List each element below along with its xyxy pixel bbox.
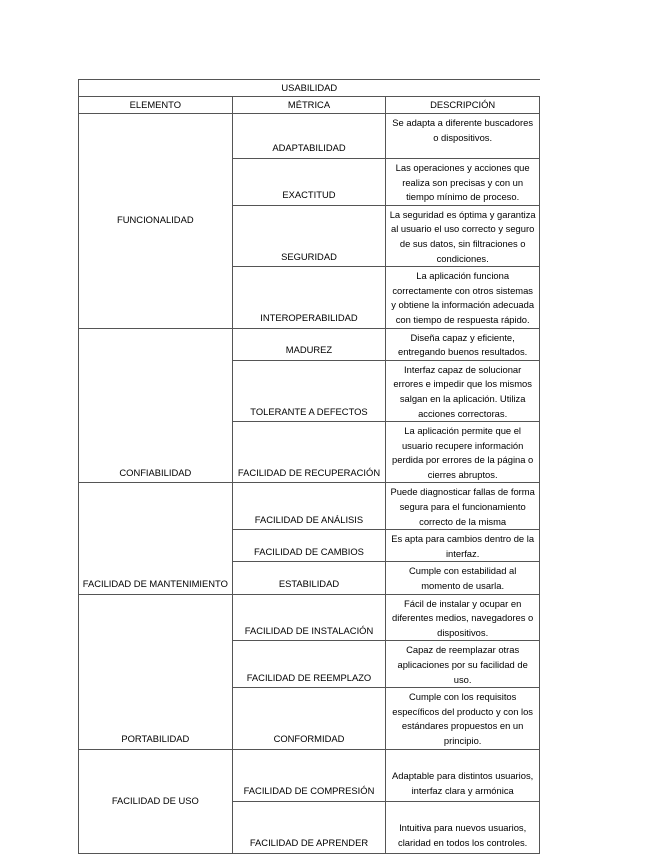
- header-element: ELEMENTO: [79, 97, 233, 114]
- metric-cell: INTEROPERABILIDAD: [232, 267, 386, 328]
- header-description: DESCRIPCIÓN: [386, 97, 540, 114]
- description-cell: La aplicación funciona correctamente con otros sistemas y obtiene la información adecuada con tiempo de respuesta rápido.: [386, 267, 540, 328]
- metric-cell: FACILIDAD DE RECUPERACIÓN: [232, 422, 386, 483]
- element-cell: PORTABILIDAD: [79, 594, 233, 749]
- description-cell: Adaptable para distintos usuarios, interfaz clara y armónica: [386, 749, 540, 801]
- metric-cell: CONFORMIDAD: [232, 688, 386, 749]
- description-cell: Puede diagnosticar fallas de forma segura para el funcionamiento correcto de la misma: [386, 483, 540, 530]
- element-cell: FACILIDAD DE USO: [79, 749, 233, 853]
- table-row: [79, 328, 540, 360]
- metric-cell: FACILIDAD DE REEMPLAZO: [232, 641, 386, 688]
- usability-table: [78, 79, 540, 854]
- metric-cell: FACILIDAD DE APRENDER: [232, 801, 386, 853]
- description-cell: Cumple con estabilidad al momento de usarla.: [386, 562, 540, 594]
- metric-cell: ADAPTABILIDAD: [232, 114, 386, 159]
- description-cell: Capaz de reemplazar otras aplicaciones por su facilidad de uso.: [386, 641, 540, 688]
- table-row: [79, 594, 540, 641]
- metric-cell: FACILIDAD DE COMPRESIÓN: [232, 749, 386, 801]
- table-row: [79, 483, 540, 530]
- description-cell: La aplicación permite que el usuario recupere información perdida por errores de la página o cierres abruptos.: [386, 422, 540, 483]
- description-cell: Fácil de instalar y ocupar en diferentes medios, navegadores o dispositivos.: [386, 594, 540, 641]
- element-cell: FACILIDAD DE MANTENIMIENTO: [79, 483, 233, 594]
- description-cell: Cumple con los requisitos específicos del producto y con los estándares propuestos en un principio.: [386, 688, 540, 749]
- description-cell: Se adapta a diferente buscadores o dispositivos.: [386, 114, 540, 159]
- metric-cell: FACILIDAD DE CAMBIOS: [232, 530, 386, 562]
- table-row: [79, 114, 540, 159]
- element-cell: FUNCIONALIDAD: [79, 114, 233, 329]
- description-cell: La seguridad es óptima y garantiza al usuario el uso correcto y seguro de sus datos, sin filtraciones o condiciones.: [386, 205, 540, 266]
- metric-cell: ESTABILIDAD: [232, 562, 386, 594]
- description-cell: Intuitiva para nuevos usuarios, claridad en todos los controles.: [386, 801, 540, 853]
- element-cell: CONFIABILIDAD: [79, 328, 233, 483]
- description-cell: Es apta para cambios dentro de la interfaz.: [386, 530, 540, 562]
- description-cell: Interfaz capaz de solucionar errores e impedir que los mismos salgan en la aplicación. Utiliza acciones correctoras.: [386, 360, 540, 421]
- description-cell: Las operaciones y acciones que realiza son precisas y con un tiempo mínimo de proceso.: [386, 159, 540, 206]
- table-row: [79, 749, 540, 801]
- metric-cell: EXACTITUD: [232, 159, 386, 206]
- metric-cell: TOLERANTE A DEFECTOS: [232, 360, 386, 421]
- metric-cell: MADUREZ: [232, 328, 386, 360]
- description-cell: Diseña capaz y eficiente, entregando buenos resultados.: [386, 328, 540, 360]
- metric-cell: FACILIDAD DE ANÁLISIS: [232, 483, 386, 530]
- header-metric: MÉTRICA: [232, 97, 386, 114]
- metric-cell: FACILIDAD DE INSTALACIÓN: [232, 594, 386, 641]
- metric-cell: SEGURIDAD: [232, 205, 386, 266]
- table-title: USABILIDAD: [79, 80, 540, 97]
